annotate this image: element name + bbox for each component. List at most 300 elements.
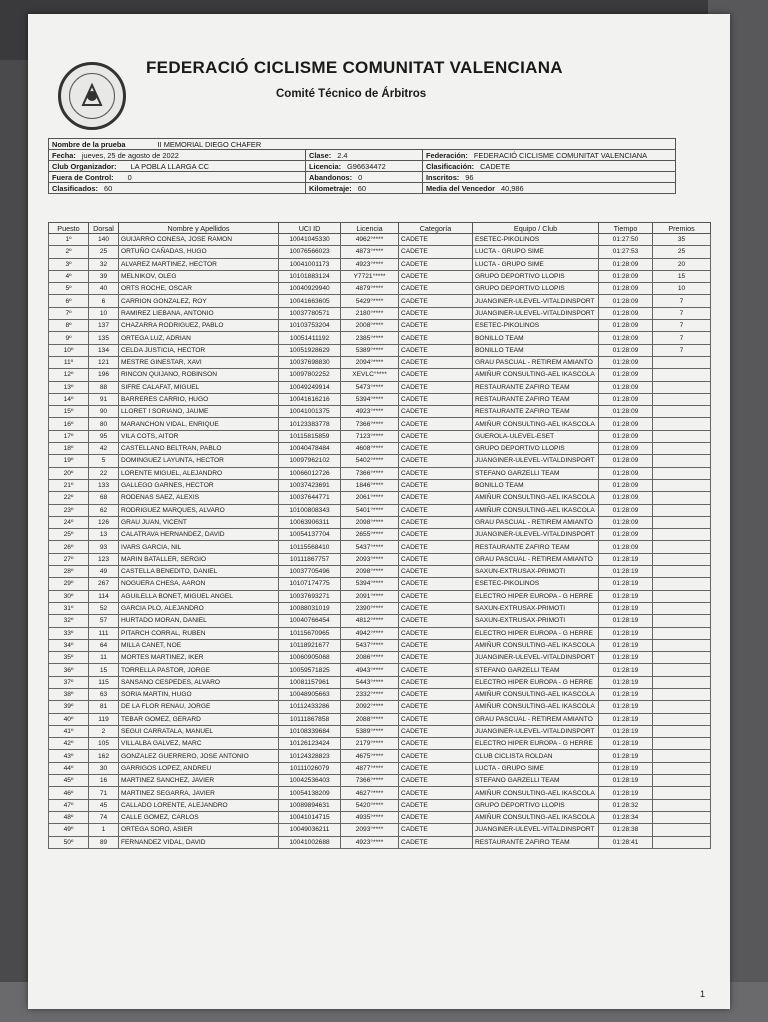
cell-category: CADETE: [399, 492, 473, 504]
cell-category: CADETE: [399, 455, 473, 467]
cell-time: 01:28:09: [599, 258, 653, 270]
cell-license: 7366°****: [341, 467, 399, 479]
cell-time: 01:28:09: [599, 492, 653, 504]
cell-uci-id: 10076566023: [279, 246, 341, 258]
cell-time: 01:28:19: [599, 701, 653, 713]
cell-prize: [653, 701, 711, 713]
cell-category: CADETE: [399, 320, 473, 332]
cell-rider-name: IVARS GARCIA, NIL: [119, 541, 279, 553]
cell-uci-id: 10041001375: [279, 406, 341, 418]
cell-category: CADETE: [399, 762, 473, 774]
cell-position: 35º: [49, 652, 89, 664]
cell-uci-id: 10111867757: [279, 553, 341, 565]
cell-time: 01:27:50: [599, 234, 653, 246]
cell-category: CADETE: [399, 332, 473, 344]
cell-bib: 5: [89, 455, 119, 467]
cell-prize: [653, 443, 711, 455]
cell-time: 01:28:19: [599, 602, 653, 614]
table-row: [49, 234, 711, 246]
col-header-equipo: Equipo / Club: [473, 223, 599, 234]
cell-position: 22º: [49, 492, 89, 504]
cell-license: 2179°****: [341, 738, 399, 750]
cell-license: 5420°****: [341, 799, 399, 811]
table-row: [49, 566, 711, 578]
abandon-count: 0: [358, 172, 363, 182]
cell-license: 2092°****: [341, 701, 399, 713]
cell-uci-id: 10037780571: [279, 307, 341, 319]
cell-team: AMIÑUR CONSULTING-AEL IKASCOLA: [473, 787, 599, 799]
cell-team: BONILLO TEAM: [473, 332, 599, 344]
cell-category: CADETE: [399, 738, 473, 750]
cell-prize: [653, 406, 711, 418]
cell-position: 1º: [49, 234, 89, 246]
table-row: [49, 455, 711, 467]
cell-rider-name: CALLADO LORENTE, ALEJANDRO: [119, 799, 279, 811]
cell-prize: 7: [653, 332, 711, 344]
cell-prize: [653, 381, 711, 393]
cell-team: ESETEC-PIKOLINOS: [473, 234, 599, 246]
cell-category: CADETE: [399, 578, 473, 590]
table-row: [49, 307, 711, 319]
cell-prize: [653, 615, 711, 627]
col-header-tiempo: Tiempo: [599, 223, 653, 234]
cell-category: CADETE: [399, 307, 473, 319]
cell-time: 01:28:19: [599, 652, 653, 664]
cell-license: 7366°****: [341, 775, 399, 787]
cell-time: 01:28:09: [599, 307, 653, 319]
cell-prize: [653, 479, 711, 491]
cell-prize: [653, 356, 711, 368]
cell-category: CADETE: [399, 283, 473, 295]
cell-bib: 1: [89, 824, 119, 836]
cell-category: CADETE: [399, 295, 473, 307]
cell-uci-id: 10041002688: [279, 836, 341, 848]
cell-uci-id: 10081157961: [279, 676, 341, 688]
cell-category: CADETE: [399, 443, 473, 455]
cell-team: GRAU PASCUAL - RETIREM AMIANTO: [473, 553, 599, 565]
table-row: [49, 418, 711, 430]
cell-prize: [653, 393, 711, 405]
cell-position: 48º: [49, 811, 89, 823]
cell-bib: 123: [89, 553, 119, 565]
cell-team: SAXUN-EXTRUSAX-PRIMOTI: [473, 615, 599, 627]
cell-team: ELECTRO HIPER EUROPA - G HERRE: [473, 738, 599, 750]
cell-team: AMIÑUR CONSULTING-AEL IKASCOLA: [473, 811, 599, 823]
classified-count: 60: [104, 183, 113, 193]
cell-position: 6º: [49, 295, 89, 307]
cell-time: 01:28:19: [599, 750, 653, 762]
cell-bib: 90: [89, 406, 119, 418]
cell-time: 01:28:09: [599, 283, 653, 295]
cell-prize: 10: [653, 283, 711, 295]
cell-license: 2098°****: [341, 516, 399, 528]
cell-uci-id: 10041045330: [279, 234, 341, 246]
cell-team: BONILLO TEAM: [473, 344, 599, 356]
cell-rider-name: RAMIREZ LIEBANA, ANTONIO: [119, 307, 279, 319]
cell-time: 01:28:09: [599, 455, 653, 467]
cell-rider-name: RODRIGUEZ MARQUES, ALVARO: [119, 504, 279, 516]
cell-license: 4873°****: [341, 246, 399, 258]
cell-prize: [653, 578, 711, 590]
cell-time: 01:28:09: [599, 356, 653, 368]
cell-rider-name: MARANCHON VIDAL, ENRIQUE: [119, 418, 279, 430]
cell-uci-id: 10051411192: [279, 332, 341, 344]
cell-category: CADETE: [399, 504, 473, 516]
cell-uci-id: 10037705496: [279, 566, 341, 578]
cell-category: CADETE: [399, 824, 473, 836]
cell-rider-name: ALVAREZ MARTINEZ, HECTOR: [119, 258, 279, 270]
cell-uci-id: 10100808343: [279, 504, 341, 516]
table-row: [49, 602, 711, 614]
cell-time: 01:28:19: [599, 787, 653, 799]
document-subtitle: Comité Técnico de Árbitros: [276, 88, 427, 100]
table-row: [49, 725, 711, 737]
cell-position: 27º: [49, 553, 89, 565]
cell-bib: 114: [89, 590, 119, 602]
table-row: [49, 824, 711, 836]
cell-rider-name: GRAU JUAN, VICENT: [119, 516, 279, 528]
cell-rider-name: BARRERES CARRIO, HUGO: [119, 393, 279, 405]
cell-rider-name: MILLA CANET, NOE: [119, 639, 279, 651]
cell-position: 9º: [49, 332, 89, 344]
table-row: [49, 320, 711, 332]
cell-team: RESTAURANTE ZAFIRO TEAM: [473, 381, 599, 393]
table-row: [49, 381, 711, 393]
cell-team: AMIÑUR CONSULTING-AEL IKASCOLA: [473, 504, 599, 516]
cell-rider-name: ORTUÑO CAÑADAS, HUGO: [119, 246, 279, 258]
club-license: G96634472: [347, 161, 386, 171]
cell-time: 01:28:09: [599, 381, 653, 393]
cell-rider-name: MELNIKOV, OLEG: [119, 270, 279, 282]
cell-category: CADETE: [399, 615, 473, 627]
cell-license: 5437°****: [341, 639, 399, 651]
cell-prize: [653, 824, 711, 836]
cell-rider-name: MARTINEZ SANCHEZ, JAVIER: [119, 775, 279, 787]
cell-category: CADETE: [399, 627, 473, 639]
table-row: [49, 356, 711, 368]
cell-position: 33º: [49, 627, 89, 639]
cell-uci-id: 10103753204: [279, 320, 341, 332]
cell-team: AMIÑUR CONSULTING-AEL IKASCOLA: [473, 369, 599, 381]
cell-prize: [653, 455, 711, 467]
cell-bib: 71: [89, 787, 119, 799]
cell-team: JUANGINER-ULEVEL-VITALDINSPORT: [473, 725, 599, 737]
cell-prize: [653, 602, 711, 614]
cell-time: 01:28:19: [599, 775, 653, 787]
cell-bib: 93: [89, 541, 119, 553]
cell-time: 01:28:09: [599, 516, 653, 528]
cell-uci-id: 10108339684: [279, 725, 341, 737]
cell-position: 32º: [49, 615, 89, 627]
cell-prize: [653, 541, 711, 553]
cell-category: CADETE: [399, 639, 473, 651]
cell-uci-id: 10041663605: [279, 295, 341, 307]
table-row: [49, 738, 711, 750]
cell-rider-name: LLORET I SORIANO, JAUME: [119, 406, 279, 418]
cell-uci-id: 10041014715: [279, 811, 341, 823]
cell-rider-name: PITARCH CORRAL, RUBEN: [119, 627, 279, 639]
cell-uci-id: 10040478484: [279, 443, 341, 455]
cell-time: 01:28:19: [599, 688, 653, 700]
table-row: [49, 701, 711, 713]
col-header-nombre: Nombre y Apellidos: [119, 223, 279, 234]
cell-bib: 80: [89, 418, 119, 430]
cell-license: 2180°****: [341, 307, 399, 319]
cell-rider-name: TORRELLA PASTOR, JORGE: [119, 664, 279, 676]
cell-time: 01:28:09: [599, 418, 653, 430]
cell-prize: 35: [653, 234, 711, 246]
cell-position: 34º: [49, 639, 89, 651]
cell-category: CADETE: [399, 258, 473, 270]
cell-prize: [653, 418, 711, 430]
cell-rider-name: GUIJARRO CONESA, JOSE RAMON: [119, 234, 279, 246]
cell-bib: 45: [89, 799, 119, 811]
col-header-premios: Premios: [653, 223, 711, 234]
cell-time: 01:28:09: [599, 504, 653, 516]
cell-team: JUANGINER-ULEVEL-VITALDINSPORT: [473, 455, 599, 467]
cell-position: 8º: [49, 320, 89, 332]
cell-bib: 15: [89, 664, 119, 676]
table-row: [49, 270, 711, 282]
cell-prize: [653, 836, 711, 848]
results-body: [49, 234, 711, 849]
cell-rider-name: CALLE GOMEZ, CARLOS: [119, 811, 279, 823]
cell-team: RESTAURANTE ZAFIRO TEAM: [473, 541, 599, 553]
cell-uci-id: 10037693271: [279, 590, 341, 602]
cell-uci-id: 10115670965: [279, 627, 341, 639]
cell-time: 01:28:09: [599, 320, 653, 332]
cell-category: CADETE: [399, 344, 473, 356]
cell-uci-id: 10037423691: [279, 479, 341, 491]
cell-uci-id: 10123383778: [279, 418, 341, 430]
table-row: [49, 787, 711, 799]
cell-bib: 49: [89, 566, 119, 578]
cell-position: 18º: [49, 443, 89, 455]
race-info-table: Nombre de la prueba II MEMORIAL DIEGO CHAFER Fecha: jueves, 25 de agosto de 2022 Clase: 2.4 Federación: FEDERACIÓ CICLISME COMUNITAT VALENCIANA Club Organizador: LA POBLA LLARGA CC Licencia: G96634472 Clasificación: CADETE Fuera de Control: 0 Abandonos: 0 Inscritos: 96 Clasificados: 60 Kilometraje: 60 Media del Vencedor 40,986: [48, 138, 676, 194]
cell-rider-name: MARTINEZ SEGARRA, JAVIER: [119, 787, 279, 799]
cell-bib: 10: [89, 307, 119, 319]
cell-uci-id: 10097802252: [279, 369, 341, 381]
cell-bib: 42: [89, 443, 119, 455]
cell-team: GRUPO DEPORTIVO LLOPIS: [473, 283, 599, 295]
cell-time: 01:28:09: [599, 270, 653, 282]
cell-team: ELECTRO HIPER EUROPA - G HERRE: [473, 590, 599, 602]
cell-rider-name: FERNANDEZ VIDAL, DAVID: [119, 836, 279, 848]
cell-time: 01:28:09: [599, 529, 653, 541]
cell-prize: [653, 430, 711, 442]
cell-team: GRAU PASCUAL - RETIREM AMIANTO: [473, 713, 599, 725]
cell-position: 2º: [49, 246, 89, 258]
cell-time: 01:28:19: [599, 664, 653, 676]
cell-position: 4º: [49, 270, 89, 282]
cell-uci-id: 10041616216: [279, 393, 341, 405]
federation-logo: [58, 62, 126, 130]
cell-position: 10º: [49, 344, 89, 356]
table-row: [49, 393, 711, 405]
table-row: [49, 836, 711, 848]
cell-bib: 52: [89, 602, 119, 614]
cell-license: 4923°****: [341, 836, 399, 848]
table-row: [49, 344, 711, 356]
cell-uci-id: 10115568410: [279, 541, 341, 553]
cell-category: CADETE: [399, 602, 473, 614]
col-header-uci-id: UCI ID: [279, 223, 341, 234]
cell-position: 40º: [49, 713, 89, 725]
table-row: [49, 553, 711, 565]
cell-position: 46º: [49, 787, 89, 799]
cell-team: ESETEC-PIKOLINOS: [473, 320, 599, 332]
cell-bib: 74: [89, 811, 119, 823]
cell-team: ELECTRO HIPER EUROPA - G HERRE: [473, 676, 599, 688]
cell-category: CADETE: [399, 566, 473, 578]
cell-position: 42º: [49, 738, 89, 750]
table-row: [49, 258, 711, 270]
cell-time: 01:28:09: [599, 393, 653, 405]
table-row: [49, 676, 711, 688]
cell-time: 01:28:09: [599, 467, 653, 479]
cell-bib: 133: [89, 479, 119, 491]
table-row: [49, 578, 711, 590]
cell-time: 01:27:53: [599, 246, 653, 258]
results-table: [48, 222, 711, 849]
cell-team: LUCTA - GRUPO SIME: [473, 246, 599, 258]
cell-category: CADETE: [399, 479, 473, 491]
cell-prize: [653, 738, 711, 750]
table-row: [49, 762, 711, 774]
cell-position: 38º: [49, 688, 89, 700]
cell-uci-id: 10051928629: [279, 344, 341, 356]
table-row: [49, 332, 711, 344]
table-row: [49, 688, 711, 700]
table-row: [49, 283, 711, 295]
table-row: [49, 664, 711, 676]
cell-license: 4627°****: [341, 787, 399, 799]
cell-time: 01:28:19: [599, 713, 653, 725]
cell-license: 2091°****: [341, 590, 399, 602]
distance-km: 60: [357, 183, 366, 193]
cell-time: 01:28:09: [599, 369, 653, 381]
cell-position: 41º: [49, 725, 89, 737]
cell-team: LUCTA - GRUPO SIME: [473, 762, 599, 774]
cell-rider-name: AGUILELLA BONET, MIGUEL ANGEL: [119, 590, 279, 602]
cell-prize: [653, 799, 711, 811]
cell-rider-name: CASTELLANO BELTRAN, PABLO: [119, 443, 279, 455]
cell-prize: [653, 590, 711, 602]
cell-category: CADETE: [399, 234, 473, 246]
cell-rider-name: ORTEGA SORO, ASIER: [119, 824, 279, 836]
table-row: [49, 799, 711, 811]
cell-prize: [653, 566, 711, 578]
cell-uci-id: 10037698830: [279, 356, 341, 368]
cell-prize: [653, 775, 711, 787]
cell-team: AMIÑUR CONSULTING-AEL IKASCOLA: [473, 492, 599, 504]
cell-team: AMIÑUR CONSULTING-AEL IKASCOLA: [473, 688, 599, 700]
cell-prize: [653, 787, 711, 799]
cell-position: 50º: [49, 836, 89, 848]
cell-bib: 121: [89, 356, 119, 368]
federation-name: FEDERACIÓ CICLISME COMUNITAT VALENCIANA: [473, 150, 648, 160]
cell-category: CADETE: [399, 381, 473, 393]
cell-time: 01:28:19: [599, 639, 653, 651]
cell-time: 01:28:09: [599, 541, 653, 553]
cell-license: 2093°****: [341, 553, 399, 565]
cell-time: 01:28:09: [599, 479, 653, 491]
cell-rider-name: VILLALBA GALVEZ, MARC: [119, 738, 279, 750]
cell-bib: 57: [89, 615, 119, 627]
cell-bib: 162: [89, 750, 119, 762]
table-row: [49, 504, 711, 516]
cell-license: 2390°****: [341, 602, 399, 614]
cell-bib: 196: [89, 369, 119, 381]
cell-team: ESETEC-PIKOLINOS: [473, 578, 599, 590]
cell-time: 01:28:09: [599, 295, 653, 307]
cell-rider-name: RODENAS SAEZ, ALEXIS: [119, 492, 279, 504]
cell-category: CADETE: [399, 406, 473, 418]
table-row: [49, 369, 711, 381]
cell-bib: 81: [89, 701, 119, 713]
cell-license: 2061°****: [341, 492, 399, 504]
cell-prize: [653, 713, 711, 725]
cell-bib: 64: [89, 639, 119, 651]
cell-prize: [653, 627, 711, 639]
cell-rider-name: LORENTE MIGUEL, ALEJANDRO: [119, 467, 279, 479]
cell-time: 01:28:19: [599, 762, 653, 774]
cell-uci-id: 10041001173: [279, 258, 341, 270]
cell-team: AMIÑUR CONSULTING-AEL IKASCOLA: [473, 701, 599, 713]
cell-rider-name: NOGUERA CHESA, AARON: [119, 578, 279, 590]
cell-prize: 15: [653, 270, 711, 282]
cell-position: 31º: [49, 602, 89, 614]
table-row: [49, 529, 711, 541]
cell-team: LUCTA - GRUPO SIME: [473, 258, 599, 270]
cell-category: CADETE: [399, 836, 473, 848]
cell-uci-id: 10066012726: [279, 467, 341, 479]
cell-position: 37º: [49, 676, 89, 688]
cell-bib: 111: [89, 627, 119, 639]
cell-category: CADETE: [399, 725, 473, 737]
organizing-club: LA POBLA LLARGA CC: [130, 161, 209, 171]
cell-uci-id: 10111867858: [279, 713, 341, 725]
cell-category: CADETE: [399, 750, 473, 762]
cell-position: 30º: [49, 590, 89, 602]
cell-position: 14º: [49, 393, 89, 405]
cell-license: 5389°****: [341, 725, 399, 737]
cell-time: 01:28:19: [599, 725, 653, 737]
cell-rider-name: DOMINGUEZ LAYUNTA, HECTOR: [119, 455, 279, 467]
cell-team: STEFANO GARZELLI TEAM: [473, 775, 599, 787]
cell-category: CADETE: [399, 664, 473, 676]
cell-bib: 25: [89, 246, 119, 258]
cell-position: 7º: [49, 307, 89, 319]
cell-license: 2655°****: [341, 529, 399, 541]
cell-bib: 63: [89, 688, 119, 700]
cell-category: CADETE: [399, 270, 473, 282]
cell-license: XEVLC°****: [341, 369, 399, 381]
cell-category: CADETE: [399, 787, 473, 799]
cell-uci-id: 10040929940: [279, 283, 341, 295]
cell-prize: [653, 676, 711, 688]
cell-time: 01:28:09: [599, 332, 653, 344]
cell-prize: [653, 762, 711, 774]
winner-average-speed: 40,986: [501, 183, 524, 193]
cell-rider-name: VILA COTS, AITOR: [119, 430, 279, 442]
cell-team: AMIÑUR CONSULTING-AEL IKASCOLA: [473, 639, 599, 651]
cell-rider-name: MARIN BATALLER, SERGIO: [119, 553, 279, 565]
cell-uci-id: 10063906311: [279, 516, 341, 528]
cell-prize: 7: [653, 307, 711, 319]
cell-rider-name: CALATRAVA HERNANDEZ, DAVID: [119, 529, 279, 541]
cell-position: 19º: [49, 455, 89, 467]
